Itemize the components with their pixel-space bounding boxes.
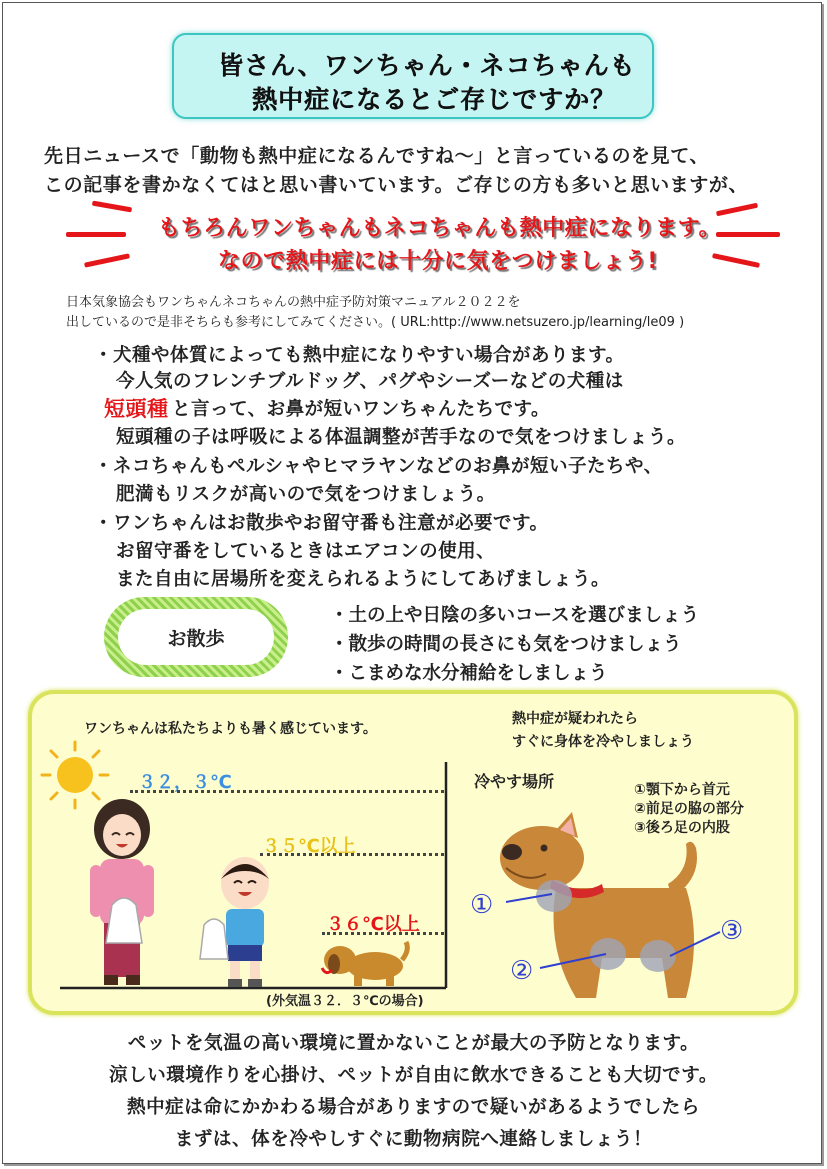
bullet-3-line-3: また自由に居場所を変えられるようにしてあげましょう。 xyxy=(116,569,611,590)
marker-2: ② xyxy=(510,956,534,986)
walk-item-1: ・土の上や日陰の多いコースを選びましょう xyxy=(330,605,700,626)
marker-3: ③ xyxy=(720,916,744,946)
bullet-1-line-2: 今人気のフレンチブルドッグ、パグやシーズーなどの犬種は xyxy=(116,371,624,392)
temp-dog: ３６℃以上 xyxy=(326,914,420,935)
bullet-2-line-2: 肥満もリスクが高いので気をつけましょう。 xyxy=(116,484,496,505)
intro-line-1: 先日ニュースで「動物も熱中症になるんですね～」と言っているのを見て、 xyxy=(44,145,710,167)
cool-point-1: ①顎下から首元 xyxy=(634,782,730,798)
small-dog-illustration xyxy=(320,938,410,988)
emphasis-line-2: なので熱中症には十分に気をつけましょう! xyxy=(218,249,659,274)
emphasis-stroke-right-2 xyxy=(716,232,780,237)
bullet-3-line-1: ・ワンちゃんはお散歩やお留守番も注意が必要です。 xyxy=(94,513,549,534)
title-line-2: 熱中症になるとご存じですか？ xyxy=(252,85,617,114)
boy-illustration xyxy=(200,855,290,990)
cool-point-3: ③後ろ足の内股 xyxy=(634,820,730,836)
title-line-1: 皆さん、ワンちゃん・ネコちゃんも xyxy=(218,51,636,80)
walk-item-3: ・こまめな水分補給をしましょう xyxy=(330,663,608,684)
bullet-1-keyword: 短頭種 xyxy=(104,397,169,421)
walk-item-2: ・散歩の時間の長さにも気をつけましょう xyxy=(330,634,682,655)
marker-1: ① xyxy=(470,890,494,920)
footer-line-3: 熱中症は命にかかわる場合がありますので疑いがあるようでしたら xyxy=(126,1097,700,1118)
temp-adult: ３２，３℃ xyxy=(138,772,232,793)
intro-line-2: この記事を書かなくてはと思い書いています。ご存じの方も多いと思いますが、 xyxy=(44,174,749,196)
footer-line-2: 涼しい環境作りを心掛け、ペットが自由に飲水できることも大切です。 xyxy=(109,1065,718,1086)
emphasis-stroke-left-2 xyxy=(66,232,126,237)
woman-illustration xyxy=(82,795,162,990)
outside-temp-note: (外気温３２．３℃の場合) xyxy=(266,994,424,1009)
bullet-1-line-4: 短頭種の子は呼吸による体温調整が苦手なので気をつけましょう。 xyxy=(116,427,687,448)
cool-heading: 冷やす場所 xyxy=(474,772,555,791)
walk-label: お散歩 xyxy=(118,609,274,665)
reference-line-1: 日本気象協会もワンちゃんネコちゃんの熱中症予防対策マニュアル２０２２を xyxy=(66,295,521,310)
bullet-1-line-1: ・犬種や体質によっても熱中症になりやすい場合があります。 xyxy=(94,345,625,366)
reference-line-2: 出しているので是非そちらも参考にしてみてください。( URL:http://www.netsuzero.jp/learning/le09 ) xyxy=(66,315,685,330)
temp-child: ３５℃以上 xyxy=(262,836,356,857)
panel-right-caption-2: すぐに身体を冷やしましょう xyxy=(512,734,694,750)
bullet-2-line-1: ・ネコちゃんもペルシャやヒマラヤンなどのお鼻が短い子たちや、 xyxy=(94,456,663,477)
footer-line-4: まずは、体を冷やしすぐに動物病院へ連絡しましょう！ xyxy=(174,1129,653,1150)
panel-right-caption-1: 熱中症が疑われたら xyxy=(512,711,638,727)
walk-badge xyxy=(104,597,288,677)
footer-line-1: ペットを気温の高い環境に置かないことが最大の予防となります。 xyxy=(127,1033,700,1054)
emphasis-line-1: もちろんワンちゃんもネコちゃんも熱中症になります。 xyxy=(158,216,722,241)
cool-point-2: ②前足の脇の部分 xyxy=(634,801,744,817)
panel-left-caption: ワンちゃんは私たちよりも暑く感じています。 xyxy=(84,721,377,737)
bullet-1-line-3: と言って、お鼻が短いワンちゃんたちです。 xyxy=(172,399,550,420)
bullet-3-line-2: お留守番をしているときはエアコンの使用、 xyxy=(116,541,496,562)
